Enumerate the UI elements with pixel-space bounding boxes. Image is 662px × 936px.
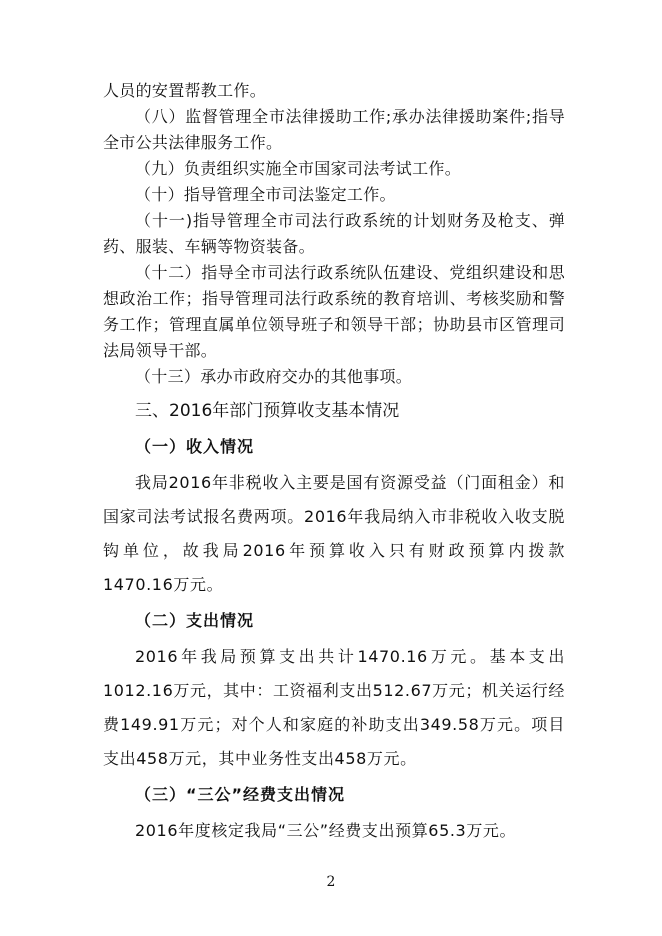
sangong-heading: （三）“三公”经费支出情况 [135, 785, 346, 804]
paragraph-item-10: （十）指导管理全市司法鉴定工作。 [135, 185, 396, 204]
paragraph-continuation: 人员的安置帮教工作。 [103, 81, 267, 100]
paragraph-item-11: （十一)指导管理全市司法行政系统的计划财务及枪支、弹药、服装、车辆等物资装备。 [103, 211, 565, 256]
paragraph-item-8: （八）监督管理全市法律援助工作;承办法律援助案件;指导全市公共法律服务工作。 [103, 107, 565, 152]
document-body [103, 78, 565, 848]
page-number: 2 [326, 874, 336, 890]
sangong-paragraph: 2016年度核定我局“三公”经费支出预算65.3万元。 [135, 821, 517, 840]
income-heading: （一）收入情况 [135, 437, 255, 456]
expense-heading: （二）支出情况 [135, 611, 255, 630]
paragraph-item-12: （十二）指导全市司法行政系统队伍建设、党组织建设和思想政治工作；指导管理司法行政系统的教育培训、考核奖励和警务工作；管理直属单位领导班子和领导干部；协助县市区管理司法局领导干部。 [103, 263, 565, 360]
paragraph-item-13: （十三）承办市政府交办的其他事项。 [135, 367, 413, 386]
income-paragraph: 我局2016年非税收入主要是国有资源受益（门面租金）和国家司法考试报名费两项。2016年我局纳入市非税收入收支脱钩单位，故我局2016年预算收入只有财政预算内拨款1470.16万元。 [103, 473, 565, 594]
expense-paragraph: 2016年我局预算支出共计1470.16万元。基本支出1012.16万元，其中：工资福利支出512.67万元；机关运行经费149.91万元；对个人和家庭的补助支出349.58万元。项目支出458万元，其中业务性支出458万元。 [103, 647, 565, 768]
paragraph-item-9: （九）负责组织实施全市国家司法考试工作。 [135, 159, 462, 178]
section-heading: 三、2016年部门预算收支基本情况 [135, 401, 400, 421]
